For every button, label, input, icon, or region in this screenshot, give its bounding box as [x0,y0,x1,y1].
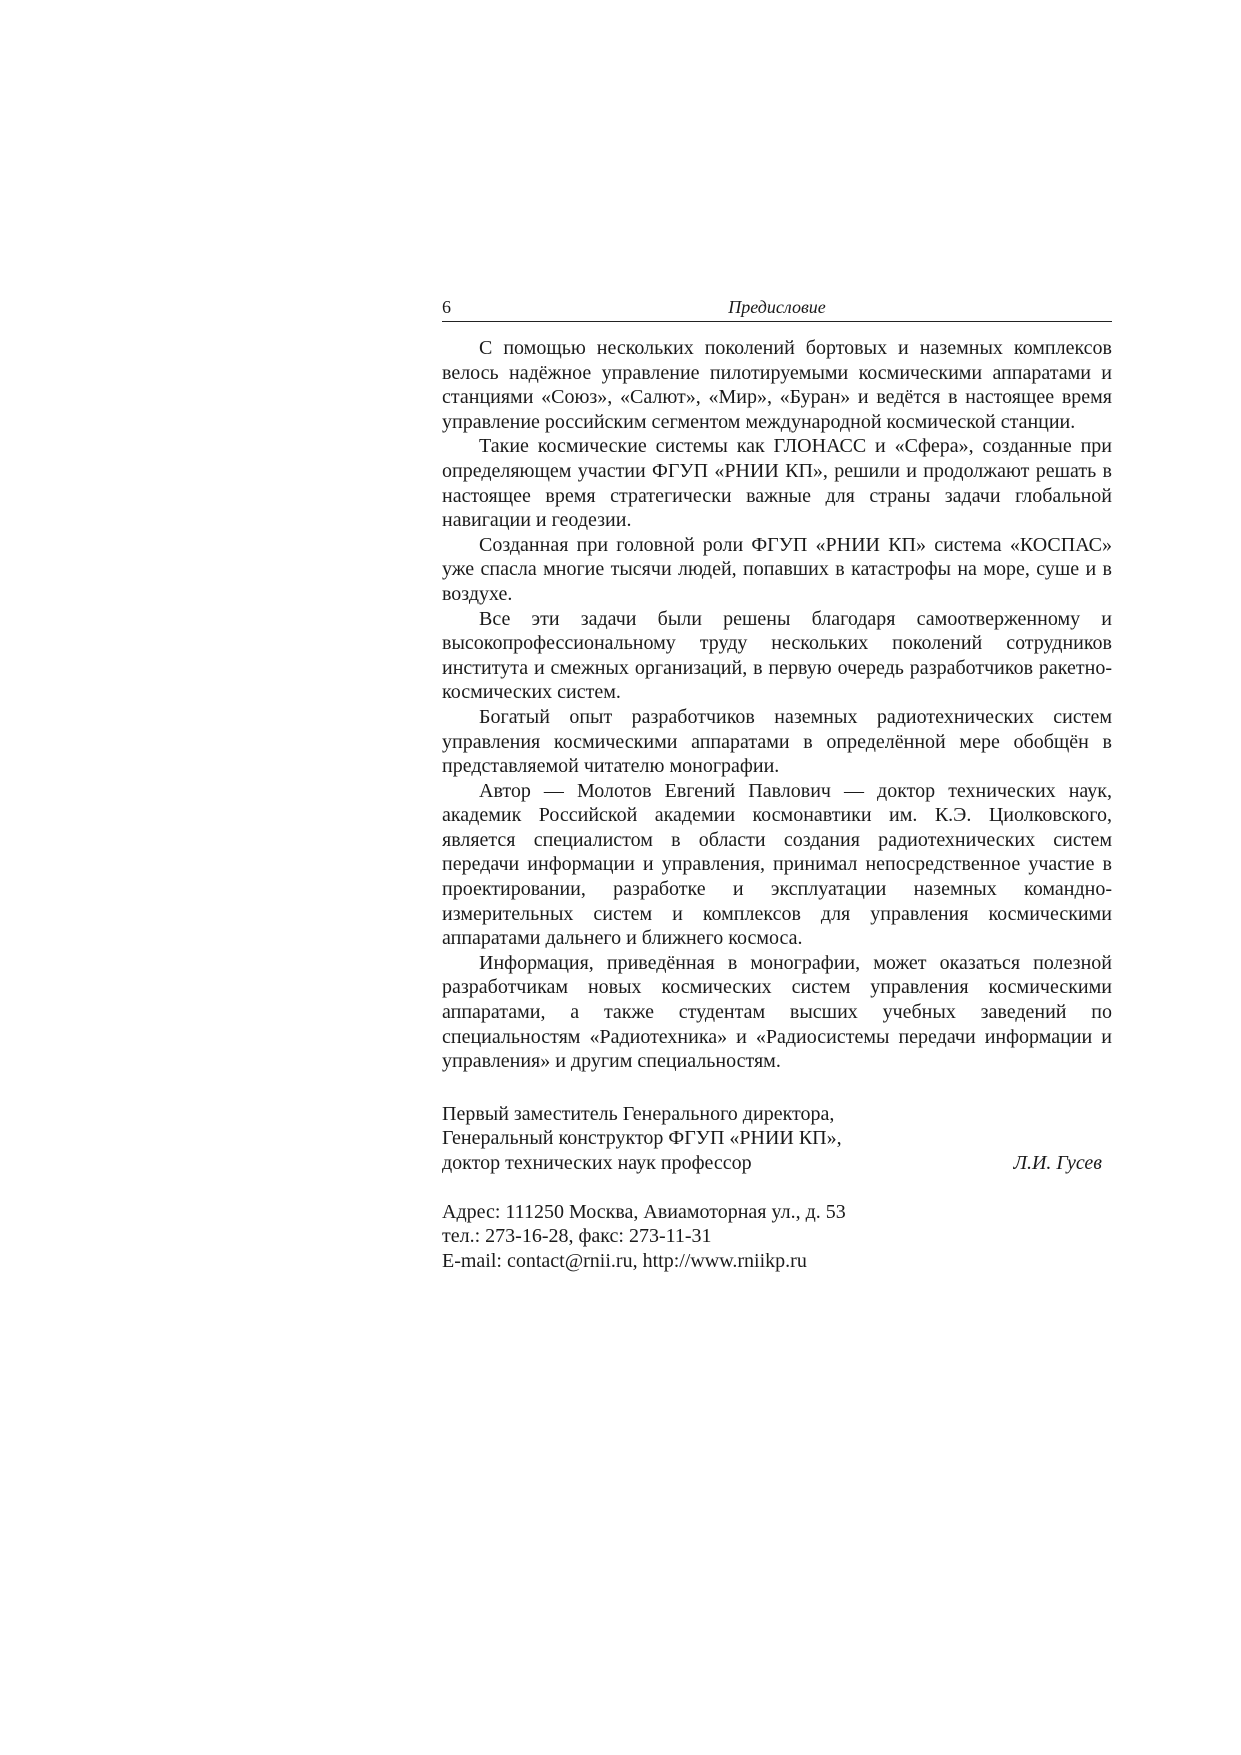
page-number: 6 [442,297,451,317]
signatory-name: Л.И. Гусев [1013,1152,1102,1174]
page-content [442,295,1112,1273]
paragraph: Такие космические системы как ГЛОНАСС и «Сфера», созданные при определяющем участии ФГУП «РНИИ КП», решили и продолжают решать в настоящее время стратегически важные для страны задачи глобальной навигации и геодезии. [442,435,1112,532]
paragraph: Все эти задачи были решены благодаря самоотверженному и высокопрофессиональному труду нескольких поколений сотрудников института и смежных организаций, в первую очередь разработчиков ракетно-космических систем. [442,607,1112,704]
phone-fax: тел.: 273-16-28, факс: 273-11-31 [442,1225,712,1248]
preface-body [442,336,1112,1074]
contact-block [442,1200,1112,1274]
email-website: E-mail: contact@rnii.ru, http://www.rniikp.ru [442,1249,807,1272]
signatory-position-1: Первый заместитель Генерального директора, [442,1102,835,1125]
signatory-position-2: Генеральный конструктор ФГУП «РНИИ КП», [442,1127,842,1150]
paragraph: Информация, приведённая в монографии, может оказаться полезной разработчикам новых космических систем управления космическими аппаратами, а также студентам высших учебных заведений по специальностям «Радиотехника» и «Радиосистемы передачи информации и управления» и другим специальностям. [442,951,1112,1073]
paragraph: Созданная при головной роли ФГУП «РНИИ КП» система «КОСПАС» уже спасла многие тысячи людей, попавших в катастрофы на море, суше и в воздухе. [442,533,1112,605]
paragraph: С помощью нескольких поколений бортовых и наземных комплексов велось надёжное управление пилотируемыми космическими аппаратами и станциями «Союз», «Салют», «Мир», «Буран» и ведётся в настоящее время управление российским сегментом международной космической станции. [442,337,1112,433]
paragraph: Богатый опыт разработчиков наземных радиотехнических систем управления космическими аппаратами в определённой мере обобщён в представляемой читателю монографии. [442,705,1112,778]
running-header [442,295,1112,322]
signature-block [442,1102,1112,1176]
section-title: Предисловие [728,297,826,317]
signatory-degree: доктор технических наук профессор [442,1152,752,1174]
paragraph: Автор — Молотов Евгений Павлович — доктор технических наук, академик Российской академии космонавтики им. К.Э. Циолковского, является специалистом в области создания радиотехнических систем передачи информации и управления, принимал непосредственное участие в проектировании, разработке и эксплуатации наземных командно-измерительных систем и комплексов для управления космическими аппаратами дальнего и ближнего космоса. [442,779,1112,950]
postal-address: Адрес: 111250 Москва, Авиамоторная ул., д. 53 [442,1200,846,1223]
